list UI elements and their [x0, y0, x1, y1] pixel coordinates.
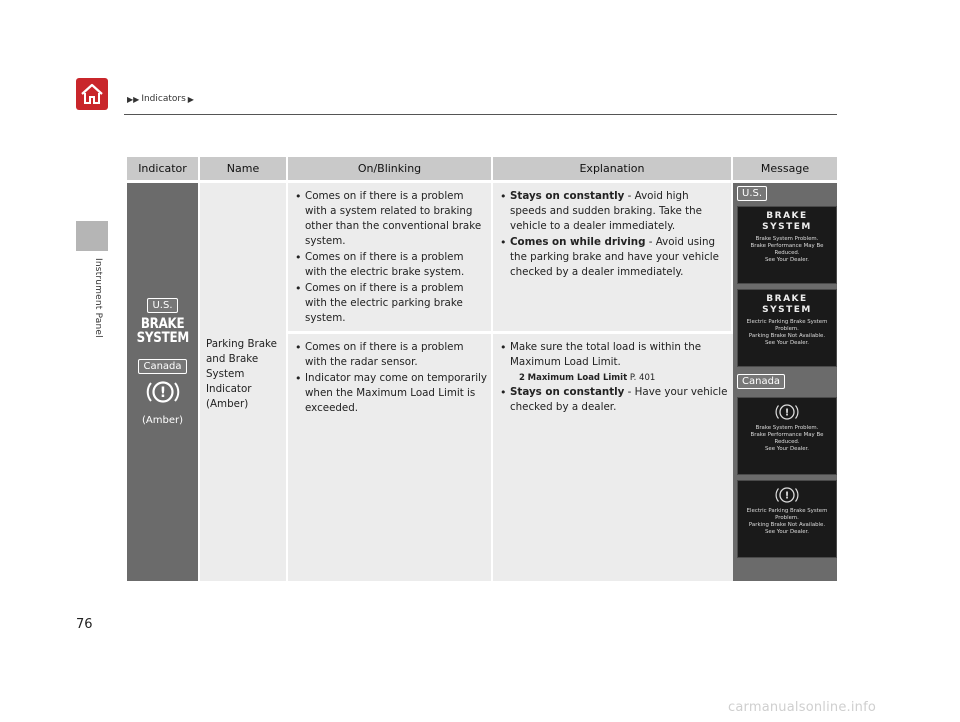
reference-page: P. 401	[629, 373, 656, 383]
message-cell	[733, 180, 837, 581]
list-item: • Comes on if there is a problem with the electric parking brake system.	[294, 281, 487, 326]
column-header-on-blinking: On/Blinking	[288, 157, 493, 180]
list-item: • Comes on if there is a problem with the radar sensor.	[294, 340, 487, 370]
page-reference[interactable]	[493, 371, 733, 385]
list-item: • Comes on if there is a problem with the electric brake system.	[294, 250, 487, 280]
column-header-indicator: Indicator	[127, 157, 200, 180]
explanation-cell	[493, 331, 733, 581]
reference-title: Maximum Load Limit	[527, 373, 628, 383]
explanation-text: - Avoid high speeds and sudden braking. Take the vehicle to a dealer immediately.	[510, 190, 702, 232]
message-screen	[737, 206, 837, 284]
brake-warning-icon	[127, 378, 198, 409]
breadcrumb	[127, 94, 194, 104]
message-screen	[737, 397, 837, 475]
screen-line: Reduced.	[774, 439, 800, 445]
sidebar-section-label: Instrument Panel	[93, 258, 103, 338]
indicator-name: Parking Brake and Brake System Indicator (Amber)	[206, 338, 277, 410]
list-item	[499, 189, 727, 234]
screen-line: See Your Dealer.	[764, 340, 809, 346]
reference-arrow-icon: 2	[519, 373, 525, 383]
screen-line: See Your Dealer.	[764, 529, 809, 535]
screen-title: SYSTEM	[762, 222, 812, 232]
screen-line: Problem.	[775, 515, 799, 521]
on-blinking-cell	[288, 180, 493, 331]
breadcrumb-section[interactable]: Indicators	[141, 94, 186, 104]
explanation-condition: Stays on constantly	[510, 386, 625, 398]
header-divider	[124, 114, 837, 115]
list-item	[499, 235, 727, 280]
table-header-row	[127, 157, 837, 180]
indicator-color-note: (Amber)	[142, 415, 183, 426]
screen-line: Parking Brake Not Available.	[748, 333, 826, 339]
watermark: carmanualsonline.info	[728, 700, 877, 715]
breadcrumb-arrow-icon: ▶▶	[127, 94, 140, 104]
warning-icon	[775, 402, 799, 422]
screen-line: Problem.	[775, 326, 799, 332]
warning-icon	[775, 485, 799, 505]
indicator-cell	[127, 180, 200, 581]
brake-system-symbol	[127, 317, 198, 345]
brake-symbol-line1: BRAKE	[140, 316, 185, 332]
screen-line: Electric Parking Brake System	[746, 508, 828, 514]
breadcrumb-arrow-icon: ▶	[187, 94, 194, 104]
screen-line: Brake System Problem.	[755, 425, 819, 431]
warning-glyph: !	[159, 385, 166, 401]
canada-region-tag: Canada	[138, 359, 186, 374]
screen-line: Electric Parking Brake System	[746, 319, 828, 325]
us-region-tag: U.S.	[737, 186, 767, 201]
list-item: • Indicator may come on temporarily when the Maximum Load Limit is exceeded.	[294, 371, 487, 416]
canada-region-tag: Canada	[737, 374, 785, 389]
home-icon	[79, 82, 105, 106]
screen-title: SYSTEM	[762, 305, 812, 315]
list-item: • Comes on if there is a problem with a system related to braking other than the conventional brake system.	[294, 189, 487, 249]
screen-line: Reduced.	[774, 250, 800, 256]
column-header-name: Name	[200, 157, 288, 180]
screen-line: Brake System Problem.	[755, 236, 819, 242]
indicator-name-cell	[200, 180, 288, 581]
screen-line: See Your Dealer.	[764, 257, 809, 263]
explanation-condition: Comes on while driving	[510, 236, 646, 248]
explanation-text: - Avoid using the parking brake and have your vehicle checked by a dealer immediately.	[510, 236, 719, 278]
explanation-cell	[493, 180, 733, 331]
column-header-message: Message	[733, 157, 837, 180]
screen-line: Brake Performance May Be	[750, 432, 824, 438]
sidebar-section-tab[interactable]	[76, 221, 108, 251]
on-blinking-cell	[288, 331, 493, 581]
us-region-tag: U.S.	[147, 298, 177, 313]
screen-line: Parking Brake Not Available.	[748, 522, 826, 528]
indicator-table	[127, 157, 837, 581]
page-number: 76	[76, 617, 93, 632]
table-row	[127, 180, 837, 331]
warning-glyph: !	[784, 407, 790, 419]
message-screen	[737, 289, 837, 367]
list-item	[499, 385, 729, 415]
screen-title: BRAKE	[766, 211, 808, 221]
column-header-explanation: Explanation	[493, 157, 733, 180]
screen-title: BRAKE	[766, 294, 808, 304]
home-button[interactable]	[76, 78, 108, 110]
brake-symbol-line2: SYSTEM	[136, 330, 189, 346]
screen-line: Brake Performance May Be	[750, 243, 824, 249]
list-item: • Make sure the total load is within the Maximum Load Limit.	[499, 340, 729, 370]
explanation-condition: Stays on constantly	[510, 190, 625, 202]
explanation-text: - Have your vehicle checked by a dealer.	[510, 386, 728, 413]
screen-line: See Your Dealer.	[764, 446, 809, 452]
warning-glyph: !	[784, 490, 790, 502]
message-screen	[737, 480, 837, 558]
